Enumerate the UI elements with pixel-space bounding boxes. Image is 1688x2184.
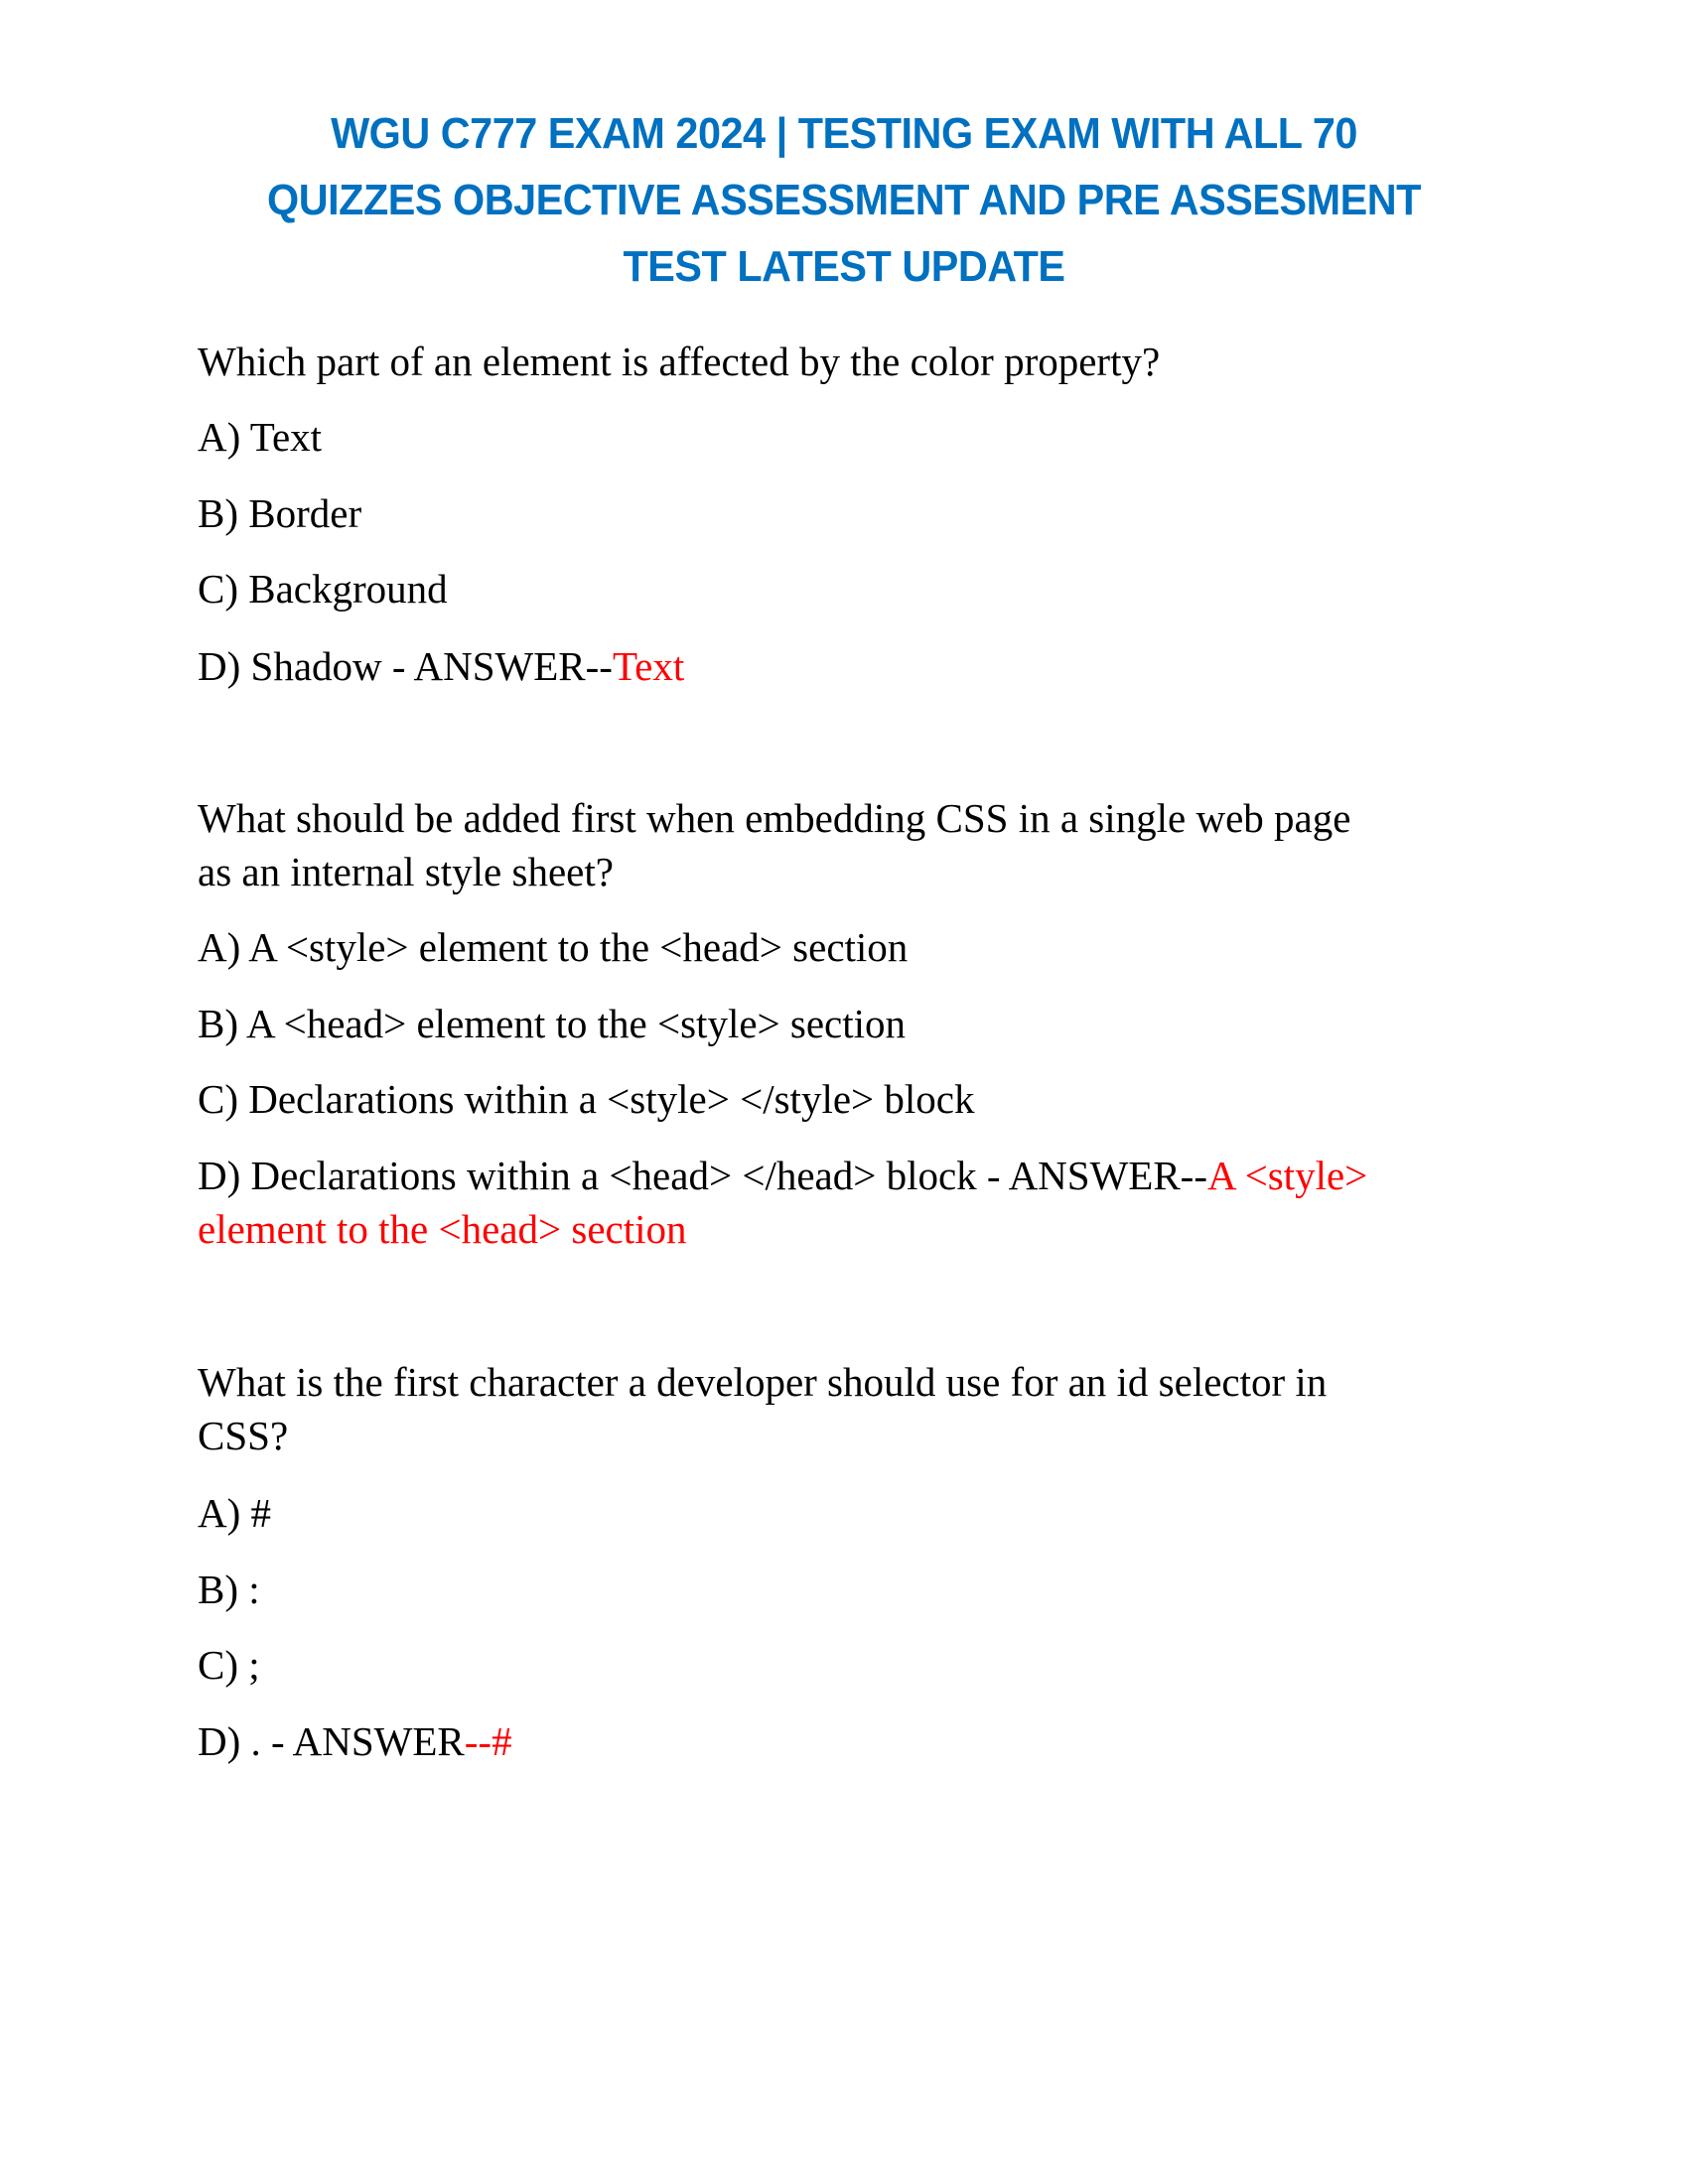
question-text: What should be added first when embedding CSS in a single web page [198,795,1351,841]
answer-text: Text [612,643,685,689]
option-b: B) : [198,1567,260,1612]
option-b: B) Border [198,490,362,536]
question-text-cont: CSS? [198,1413,289,1458]
option-d-text: D) . - ANSWER [198,1718,465,1764]
option-c: C) Background [198,566,448,612]
option-b: B) A <head> element to the <style> section [198,1001,907,1046]
document-title-line-2: QUIZZES OBJECTIVE ASSESSMENT AND PRE ASSESMENT [267,176,1421,224]
answer-text: A <style> [1207,1153,1368,1198]
option-a: A) Text [198,414,323,460]
option-a: A) # [198,1490,272,1536]
option-a: A) A <style> element to the <head> section [198,924,909,970]
option-c: C) Declarations within a <style> </style> block [198,1076,975,1122]
answer-text: --# [464,1718,512,1764]
question-text: What is the first character a developer should use for an id selector in [198,1359,1328,1405]
document-title-line-1: WGU C777 EXAM 2024 | TESTING EXAM WITH ALL 70 [331,109,1357,158]
option-d-text: D) Declarations within a <head> </head> block - ANSWER-- [198,1153,1207,1198]
option-d [198,1152,1367,1199]
answer-text-cont: element to the <head> section [198,1206,687,1252]
option-c: C) ; [198,1642,260,1688]
option-d-text: D) Shadow - ANSWER-- [198,643,613,689]
question-text: Which part of an element is affected by the color property? [198,339,1161,384]
document-title-line-3: TEST LATEST UPDATE [623,242,1065,291]
option-d [198,1717,512,1765]
question-text-cont: as an internal style sheet? [198,849,614,894]
option-d [198,642,684,690]
